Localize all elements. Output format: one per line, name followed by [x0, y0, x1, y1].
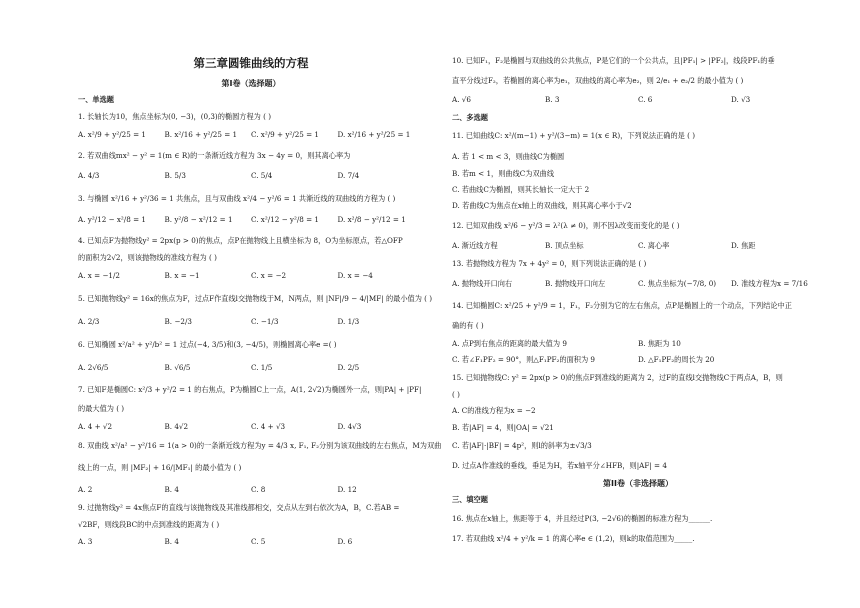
option-d: D. 12	[337, 485, 357, 494]
question-11-option-b: B. 若m < 1，则曲线C为双曲线	[452, 169, 555, 178]
option-b: B. −2/3	[164, 317, 192, 326]
option-a: A. 点P到右焦点的距离的最大值为 9	[452, 339, 567, 348]
question-8-line-1: 8. 双曲线 x²/a² − y²/16 = 1(a > 0)的一条渐近线方程为y = 4/3 x, F₁, F₂分别为该双曲线的左右焦点，M为双曲	[78, 441, 442, 450]
question-9-line-1: 9. 过抛物线y² = 4x焦点F的直线与该抛物线及其准线都相交，交点从左到右依次为A，B，C.若AB =	[78, 503, 400, 512]
question-8-line-2: 线上的一点，则 |MF₂| + 16/|MF₁| 的最小值为 ( )	[78, 463, 242, 472]
question-15-line-2: ( )	[452, 390, 460, 399]
question-1: 1. 长轴长为10，焦点坐标为(0, −3)，(0,3)的椭圆方程为 ( )	[78, 112, 272, 121]
question-6: 6. 已知椭圆 x²/a² + y²/b² = 1 过点(−4, 3/5)和(3, −4/5)，则椭圆离心率e =( )	[78, 340, 337, 349]
option-a: A. x = −1/2	[78, 271, 120, 280]
option-b: B. y²/8 − x²/12 = 1	[164, 215, 233, 224]
question-4-line-2: 的面积为2√2，则该抛物线的准线方程为 ( )	[78, 253, 217, 262]
question-10-line-1: 10. 已知F₁，F₂是椭圆与双曲线的公共焦点，P是它们的一个公共点，且|PF₁| > |PF₂|，线段PF₁的垂	[452, 56, 775, 65]
question-15-option-c: C. 若|AF|·|BF| = 4p²，则l的斜率为±√3/3	[452, 441, 592, 450]
question-5-options	[78, 318, 424, 328]
question-11: 11. 已知曲线C: x²/(m−1) + y²/(3−m) = 1(x ∈ R)，下列说法正确的是 ( )	[452, 131, 696, 140]
option-c: C. x = −2	[251, 271, 287, 280]
option-a: A. 4 + √2	[78, 422, 113, 431]
option-b: B. 顶点坐标	[545, 241, 584, 250]
option-b: B. 4	[164, 485, 179, 494]
left-column	[78, 0, 442, 608]
question-2-options	[78, 172, 424, 182]
question-7-line-2: 的最大值为 ( )	[78, 404, 125, 413]
question-3: 3. 与椭圆 x²/16 + y²/36 = 1 共焦点，且与双曲线 x²/4 − y²/6 = 1 共渐近线的双曲线的方程为 ( )	[78, 194, 396, 203]
question-14-options-row-1	[452, 340, 824, 350]
option-d: D. x²/8 − y²/12 = 1	[337, 215, 406, 224]
question-15-line-1: 15. 已知抛物线C: y² = 2px(p > 0)的焦点F到准线的距离为 2，过F的直线l交抛物线C于两点A，B，则	[452, 373, 783, 382]
question-7-line-1: 7. 已知F是椭圆C: x²/3 + y²/2 = 1 的右焦点，P为椭圆C上一点，A(1, 2√2)为椭圆外一点，则|PA| + |PF|	[78, 385, 422, 394]
question-14-line-2: 确的有 ( )	[452, 321, 484, 330]
question-1-options	[78, 131, 424, 141]
question-11-option-a: A. 若 1 < m < 3，则曲线C为椭圆	[452, 152, 565, 161]
option-c: C. 1/5	[251, 363, 273, 372]
option-a: A. 2	[78, 485, 93, 494]
option-c: C. 4 + √3	[251, 422, 286, 431]
option-a: A. 4/3	[78, 171, 100, 180]
option-c: C. 离心率	[638, 241, 670, 250]
question-8-options	[78, 486, 424, 496]
section-fill-blank: 三、填空题	[452, 495, 488, 504]
option-d: D. 焦距	[731, 241, 756, 250]
option-c: C. x²/12 − y²/8 = 1	[251, 215, 320, 224]
option-a: A. 2√6/5	[78, 363, 109, 372]
volume-two-heading: 第II卷（非选择题）	[603, 479, 673, 488]
volume-one-heading: 第I卷（选择题）	[221, 79, 281, 88]
option-a: A. 渐近线方程	[452, 241, 498, 250]
question-12: 12. 已知双曲线 x²/6 − y²/3 = λ²(λ ≠ 0)，则不因λ改变而变化的是 ( )	[452, 221, 680, 230]
question-15-option-d: D. 过点A作准线的垂线，垂足为H，若x轴平分∠HFB，则|AF| = 4	[452, 461, 667, 470]
question-9-options	[78, 538, 424, 548]
option-b: B. x²/16 + y²/25 = 1	[164, 130, 238, 139]
option-a: A. 2/3	[78, 317, 100, 326]
option-d: D. x = −4	[337, 271, 373, 280]
question-2: 2. 若双曲线mx² − y² = 1(m ∈ R)的一条渐近线方程为 3x − 4y = 0，则其离心率为	[78, 151, 351, 160]
option-b: B. 4√2	[164, 422, 189, 431]
question-14-options-row-2	[452, 356, 824, 366]
question-16: 16. 焦点在x轴上，焦距等于 4，并且经过P(3, −2√6)的椭圆的标准方程为______.	[452, 514, 713, 523]
option-c: C. 5/4	[251, 171, 273, 180]
option-c: C. 焦点坐标为(−7/8, 0)	[638, 279, 717, 288]
question-13-options	[452, 280, 824, 290]
question-17: 17. 若双曲线 x²/4 + y²/k = 1 的离心率e ∈ (1,2)，则k的取值范围为_____.	[452, 534, 695, 543]
right-column	[452, 0, 824, 608]
option-b: B. 焦距为 10	[638, 339, 681, 348]
option-b: B. 4	[164, 537, 179, 546]
question-10-line-2: 直平分线过F₂，若椭圆的离心率为e₁，双曲线的离心率为e₂，则 2/e₁ + e₂/2 的最小值为 ( )	[452, 76, 744, 85]
question-6-options	[78, 364, 424, 374]
question-3-options	[78, 216, 424, 226]
option-d: D. x²/16 + y²/25 = 1	[337, 130, 411, 139]
section-multi-choice: 二、多选题	[452, 113, 488, 122]
question-14-line-1: 14. 已知椭圆C: x²/25 + y²/9 = 1，F₁，F₂分别为它的左右焦点，点P是椭圆上的一个动点，下列结论中正	[452, 301, 792, 310]
option-d: D. 1/3	[337, 317, 360, 326]
question-4-line-1: 4. 已知点F为抛物线y² = 2px(p > 0)的焦点，点P在抛物线上且横坐标为 8，O为坐标原点，若△OFP	[78, 236, 403, 245]
question-15-option-b: B. 若|AF| = 4，则|OA| = √21	[452, 423, 554, 432]
question-10-options	[452, 96, 824, 106]
option-c: C. x²/9 + y²/25 = 1	[251, 130, 320, 139]
option-a: A. √6	[452, 95, 471, 104]
question-15-option-a: A. C的准线方程为x = −2	[452, 406, 536, 415]
question-12-options	[452, 242, 824, 252]
option-d: D. 7/4	[337, 171, 360, 180]
option-c: C. −1/3	[251, 317, 279, 326]
option-a: A. 3	[78, 537, 93, 546]
option-c: C. 5	[251, 537, 266, 546]
option-b: B. 5/3	[164, 171, 186, 180]
option-b: B. 抛物线开口向左	[545, 279, 606, 288]
option-d: D. 准线方程为x = 7/16	[731, 279, 808, 288]
option-b: B. √6/5	[164, 363, 191, 372]
question-11-option-d: D. 若曲线C为焦点在x轴上的双曲线，则其离心率小于√2	[452, 201, 632, 210]
question-4-options	[78, 272, 424, 282]
page-title: 第三章圆锥曲线的方程	[193, 56, 309, 70]
option-a: A. y²/12 − x²/8 = 1	[78, 215, 146, 224]
option-d: D. 4√3	[337, 422, 362, 431]
option-d: D. 6	[337, 537, 353, 546]
option-b: B. x = −1	[164, 271, 200, 280]
question-9-line-2: √2BF，则线段BC的中点到准线的距离为 ( )	[78, 520, 220, 529]
option-a: A. x²/9 + y²/25 = 1	[78, 130, 146, 139]
option-b: B. 3	[545, 95, 560, 104]
option-c: C. 6	[638, 95, 653, 104]
option-d: D. △F₁PF₂的周长为 20	[638, 355, 715, 364]
option-d: D. 2/5	[337, 363, 360, 372]
question-5: 5. 已知抛物线y² = 16x的焦点为F，过点F作直线l交抛物线于M，N两点，则 |NF|/9 − 4/|MF| 的最小值为 ( )	[78, 294, 433, 303]
question-13: 13. 若抛物线方程为 7x + 4y² = 0，则下列说法正确的是 ( )	[452, 259, 647, 268]
option-a: A. 抛物线开口向右	[452, 279, 513, 288]
option-c: C. 若∠F₁PF₂ = 90°，则△F₁PF₂的面积为 9	[452, 355, 596, 364]
section-single-choice: 一、单选题	[78, 95, 114, 104]
question-11-option-c: C. 若曲线C为椭圆，则其长轴长一定大于 2	[452, 185, 590, 194]
option-d: D. √3	[731, 95, 751, 104]
question-7-options	[78, 423, 424, 433]
option-c: C. 8	[251, 485, 266, 494]
